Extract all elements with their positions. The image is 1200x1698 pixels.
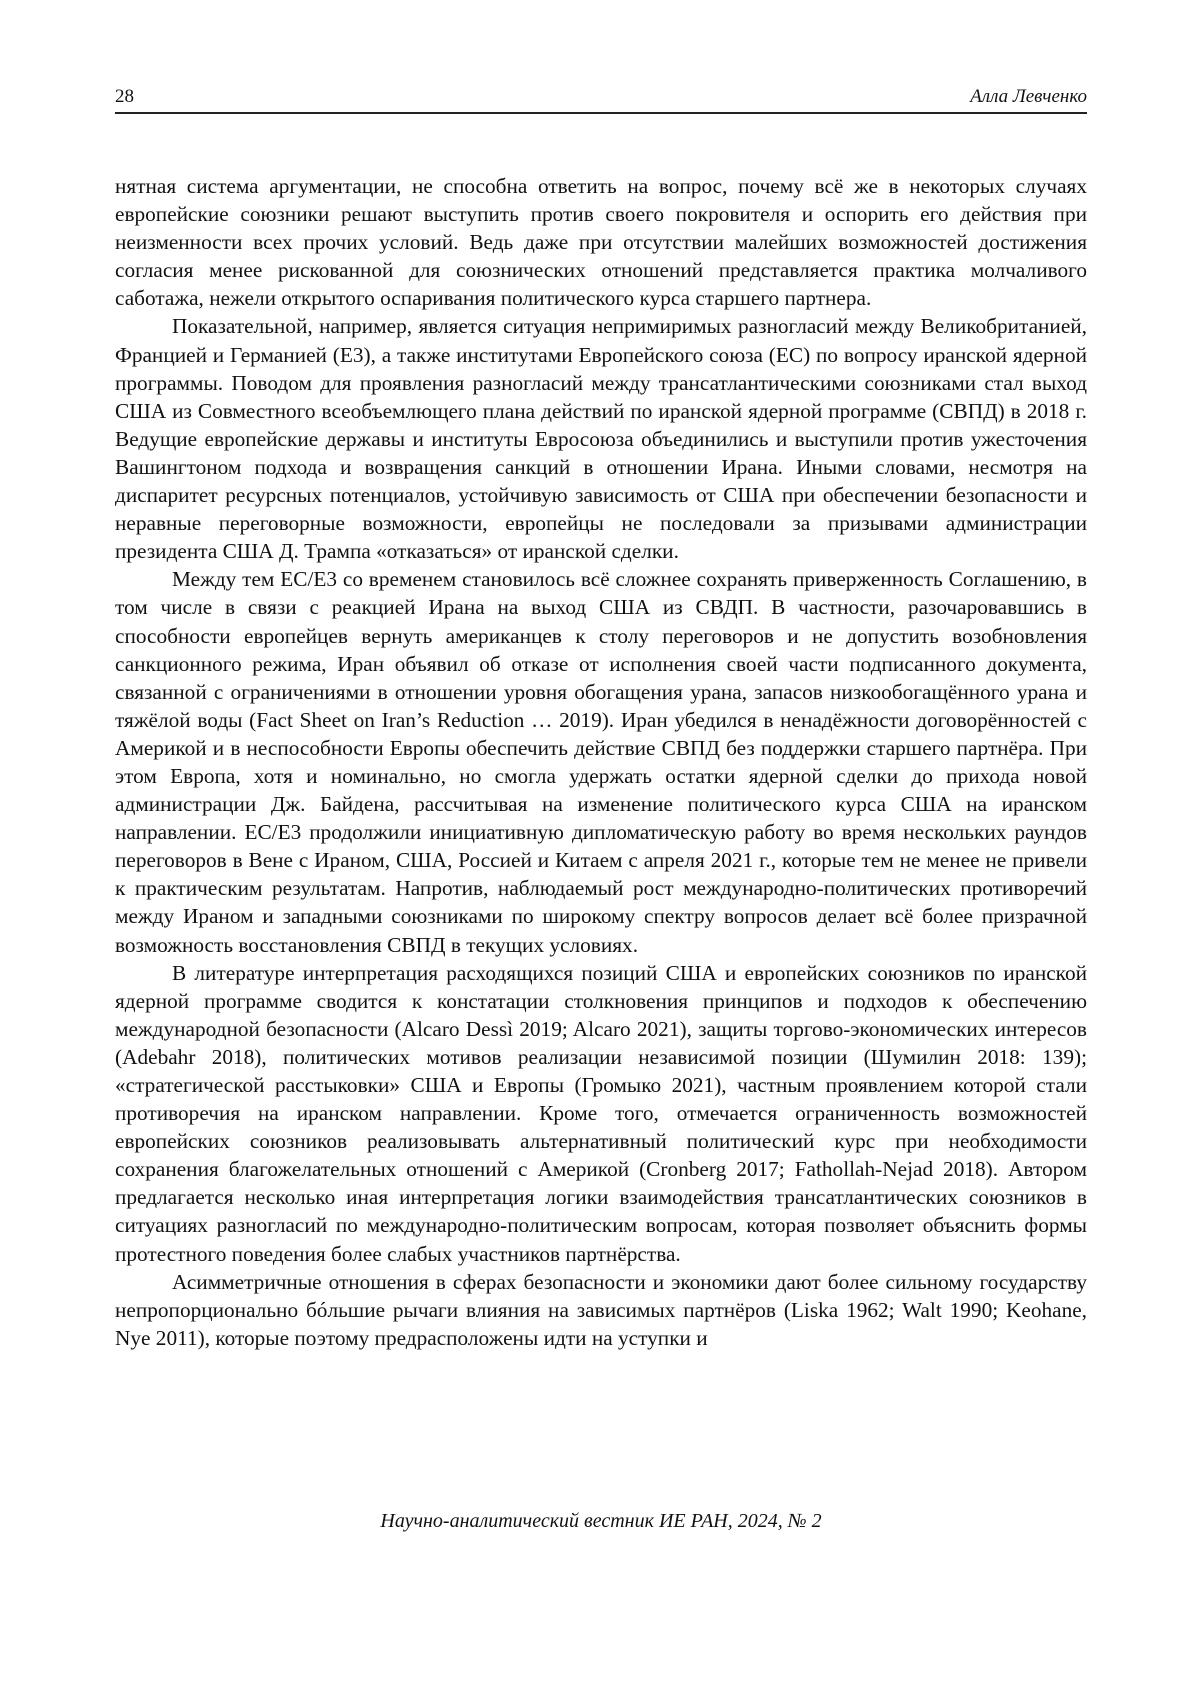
running-author: Алла Левченко <box>970 86 1087 107</box>
paragraph: В литературе интерпретация расходящихся позиций США и европейских союзников по иранской ядерной программе сводится к констатации столкновения принципов и подходов к обеспечению международной безопасности (Alcaro Dessì 2019; Alcaro 2021), защиты торгово-экономических интересов (Adebahr 2018), политических мотивов реализации независимой позиции (Шумилин 2018: 139); «стратегической расстыковки» США и Европы (Громыко 2021), частным проявлением которой стали противоречия на иранском направлении. Кроме того, отмечается ограниченность возможностей европейских союзников реализовывать альтернативный политический курс при необходимости сохранения благожелательных отношений с Америкой (Cronberg 2017; Fathollah-Nejad 2018). Автором предлагается несколько иная интерпретация логики взаимодействия трансатлантических союзников в ситуациях разногласий по международно-политическим вопросам, которая позволяет объяснить формы протестного поведения более слабых участников партнёрства. <box>115 960 1087 1266</box>
page-number: 28 <box>115 86 134 107</box>
paragraph: Между тем ЕС/Е3 со временем становилось всё сложнее сохранять приверженность Соглашению, в том числе в связи с реакцией Ирана на выход США из СВДП. В частности, разочаровавшись в способности европейцев вернуть американцев к столу переговоров и не допустить возобновления санкционного режима, Иран объявил об отказе от исполнения своей части подписанного документа, связанной с ограничениями в отношении уровня обогащения урана, запасов низкообогащённого урана и тяжёлой воды (Fact Sheet on Iran’s Reduction … 2019). Иран убедился в ненадёжности договорённостей с Америкой и в неспособности Европы обеспечить действие СВПД без поддержки старшего партнёра. При этом Европа, хотя и номинально, но смогла удержать остатки ядерной сделки до прихода новой администрации Дж. Байдена, рассчитывая на изменение политического курса США на иранском направлении. ЕС/Е3 продолжили инициативную дипломатическую работу во время нескольких раундов переговоров в Вене с Ираном, США, Россией и Китаем с апреля 2021 г., которые тем не менее не привели к практическим результатам. Напротив, наблюдаемый рост международно-политических противоречий между Ираном и западными союзниками по широкому спектру вопросов делает всё более призрачной возможность восстановления СВПД в текущих условиях. <box>115 567 1087 957</box>
paragraph: Асимметричные отношения в сферах безопасности и экономики дают более сильному государству непропорционально бóльшие рычаги влияния на зависимых партнёров (Liska 1962; Walt 1990; Keohane, Nye 2011), которые поэтому предрасположены идти на уступки и <box>115 1269 1087 1350</box>
running-footer: Научно-аналитический вестник ИЕ РАН, 2024, № 2 <box>380 1510 822 1532</box>
running-header <box>115 86 1087 114</box>
paragraph-continued: нятная система аргументации, не способна ответить на вопрос, почему всё же в некоторых случаях европейские союзники решают выступить против своего покровителя и оспорить его действия при неизменности всех прочих условий. Ведь даже при отсутствии малейших возможностей достижения согласия менее рискованной для союзнических отношений представляется практика молчаливого саботажа, нежели открытого оспаривания политического курса старшего партнера. <box>115 174 1087 311</box>
paragraph: Показательной, например, является ситуация непримиримых разногласий между Великобританией, Францией и Германией (Е3), а также институтами Европейского союза (ЕС) по вопросу иранской ядерной программы. Поводом для проявления разногласий между трансатлантическими союзниками стал выход США из Совместного всеобъемлющего плана действий по иранской ядерной программе (СВПД) в 2018 г. Ведущие европейские державы и институты Евросоюза объединились и выступили против ужесточения Вашингтоном подхода и возвращения санкций в отношении Ирана. Иными словами, несмотря на диспаритет ресурсных потенциалов, устойчивую зависимость от США при обеспечении безопасности и неравные переговорные возможности, европейцы не последовали за призывами администрации президента США Д. Трампа «отказаться» от иранской сделки. <box>115 314 1087 564</box>
article-body <box>115 172 1087 1352</box>
